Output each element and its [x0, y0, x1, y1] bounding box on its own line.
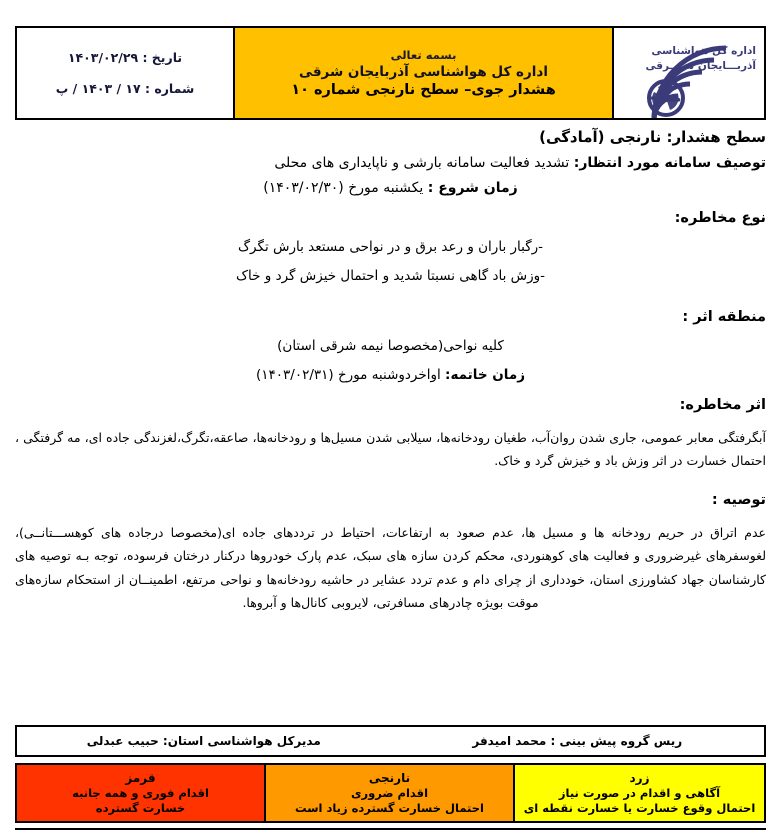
document-body	[15, 128, 766, 713]
hazard-item: -وزش باد گاهی نسبتا شدید و احتمال خیزش گرد و خاک	[235, 268, 546, 284]
legend-damage: احتمال خسارت گسترده زیاد است	[295, 801, 484, 815]
warning-level-label: سطح هشدار:	[666, 128, 766, 146]
warning-level-value: نارنجی (آمادگی)	[539, 128, 662, 146]
severity-legend	[15, 763, 766, 823]
end-time-label: زمان خاتمه:	[445, 367, 525, 383]
legend-action: آگاهی و اقدام در صورت نیاز	[558, 786, 721, 800]
impact-text: آبگرفتگی معابر عمومی، جاری شدن روان‌آب، طغیان رودخانه‌ها، سیلابی شدن مسیل‌ها و رودخانه‌ها، صاعقه،تگرگ،لغزندگی جاده ای، مه گرفتگی ، احتمال خسارت در اثر وزش باد و خیزش گرد و خاک.	[15, 430, 766, 469]
bottom-divider	[15, 828, 766, 830]
forecast-chief-signature: ریس گروه پیش بینی : محمد امیدفر	[472, 734, 683, 748]
document-date: تاریخ : ۱۴۰۳/۰۲/۲۹	[67, 50, 183, 65]
signature-table	[15, 725, 766, 757]
hazard-item: -رگبار باران و رعد برق و در نواحی مستعد بارش تگرگ	[237, 239, 544, 255]
affected-area-label: منطقه اثر :	[682, 309, 766, 325]
legend-name: نارنجی	[368, 771, 411, 785]
logo-wrap	[614, 28, 764, 118]
legend-name: زرد	[629, 771, 650, 785]
affected-area-value: کلیه نواحی(مخصوصا نیمه شرقی استان)	[277, 338, 504, 354]
hazard-type-label: نوع مخاطره:	[674, 210, 766, 226]
document-meta-cell	[17, 28, 235, 118]
legend-name: قرمز	[125, 771, 156, 785]
start-time-line	[15, 180, 766, 196]
logo-text	[646, 44, 756, 74]
legend-cell-yellow	[515, 765, 764, 821]
start-time-label: زمان شروع :	[427, 180, 518, 196]
legend-damage: خسارت گسترده	[95, 801, 186, 815]
legend-action: اقدام فوری و همه جانبه	[72, 786, 209, 800]
logo-text-line-1: اداره کل هواشناسی	[651, 45, 756, 57]
spacer	[15, 472, 766, 492]
impact-label: اثر مخاطره:	[679, 397, 766, 413]
start-time-value: یکشنبه مورخ (۱۴۰۳/۰۲/۳۰)	[263, 180, 424, 196]
document-header-table	[15, 26, 766, 120]
legend-action: اقدام ضروری	[350, 786, 429, 800]
logo-text-line-2: آذربـــایجان شــــرقی	[645, 60, 756, 73]
director-signature: مدیرکل هواشناسی استان: حبیب عبدلی	[86, 734, 321, 748]
organization-name: اداره کل هواشناسی آذربایجان شرقی	[299, 64, 548, 80]
legend-cell-red	[17, 765, 266, 821]
system-description-value: تشدید فعالیت سامانه بارشی و ناپایداری های محلی	[274, 155, 570, 171]
advice-label: توصیه :	[711, 492, 766, 509]
spacer	[15, 297, 766, 309]
warning-level-line	[15, 128, 766, 146]
legend-cell-orange	[266, 765, 515, 821]
title-banner-cell	[235, 28, 612, 118]
end-time-line	[15, 367, 766, 383]
system-description-line	[15, 155, 766, 171]
warning-title: هشدار جوی– سطح نارنجی شماره ۱۰	[291, 82, 556, 98]
basmala-text: بسمه تعالی	[390, 48, 457, 62]
organization-logo-cell	[612, 28, 764, 118]
advice-text: عدم اتراق در حریم رودخانه ها و مسیل ها، عدم صعود به ارتفاعات، احتیاط در ترددهای جاده ای(مخصوصا درجاده های کوهســـتانــی)، لغوسفرهای غیرضروری و فعالیت های کوهنوردی، محکم کردن سازه های سبک، عدم پارک خودروها درکنار درختان فرسوده، توجه بـه توصیه های کارشناسان جهاد کشاورزی استان، خودداری از چرای دام و عدم تردد عشایر در حاشیه رودخانه‌ها و نواحی مرتفع، اطمینــان از استحکام سازه‌های موقت بویژه چادرهای مسافرتی، لایروبی کانال‌ها و آبروها.	[15, 525, 766, 610]
document-number: شماره : ۱۷ / ۱۴۰۳ / پ	[55, 81, 195, 96]
legend-damage: احتمال وقوع خسارت یا خسارت نقطه ای	[523, 801, 756, 815]
system-description-label: توصیف سامانه مورد انتظار:	[573, 155, 766, 171]
end-time-value: اواخردوشنبه مورخ (۱۴۰۳/۰۲/۳۱)	[256, 367, 441, 383]
